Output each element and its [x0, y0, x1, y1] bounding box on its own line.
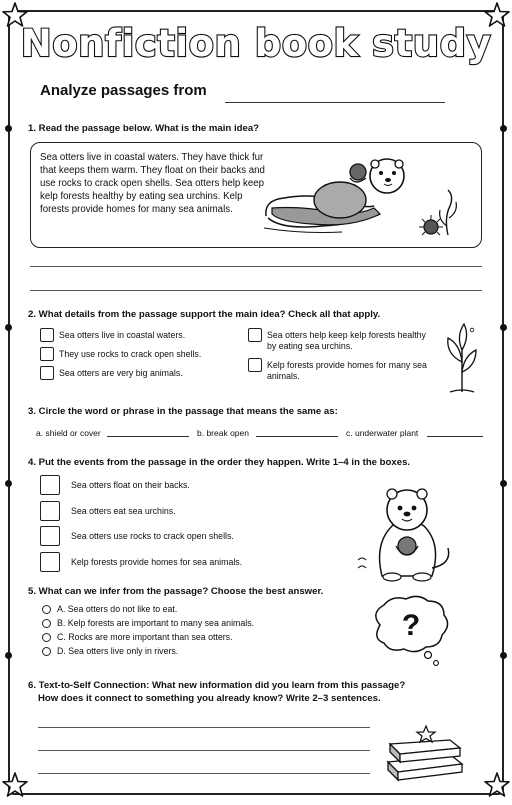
vocab-blank[interactable] [427, 436, 483, 437]
choice-label: D. Sea otters live only in rivers. [57, 646, 179, 656]
event-label: Kelp forests provide homes for sea animals. [71, 557, 243, 567]
answer-line[interactable] [30, 290, 482, 291]
question-3: 3. Circle the word or phrase in the passage that means the same as: [28, 406, 338, 417]
vocab-item: c. underwater plant [346, 428, 419, 438]
star-icon [2, 772, 28, 798]
question-5: 5. What can we infer from the passage? Choose the best answer. [28, 586, 324, 597]
choice-label: A. Sea otters do not like to eat. [57, 604, 178, 614]
question-6-line-2: How does it connect to something you already know? Write 2–3 sentences. [38, 693, 381, 705]
border-dot [5, 480, 12, 487]
question-2: 2. What details from the passage support the main idea? Check all that apply. [28, 309, 381, 320]
otter-sitting-illustration [352, 484, 462, 584]
star-icon [484, 772, 510, 798]
checkbox[interactable] [248, 328, 262, 342]
checkbox[interactable] [40, 366, 54, 380]
order-box[interactable] [40, 526, 60, 546]
border-dot [5, 652, 12, 659]
border-dot [5, 125, 12, 132]
answer-line[interactable] [38, 727, 370, 728]
answer-line[interactable] [38, 773, 370, 774]
checkbox[interactable] [40, 347, 54, 361]
question-6-line-1: 6. Text-to-Self Connection: What new information did you learn from this passage? [28, 680, 406, 691]
answer-line[interactable] [30, 266, 482, 267]
order-box[interactable] [40, 552, 60, 572]
question-6 [28, 679, 405, 706]
event-label: Sea otters eat sea urchins. [71, 506, 176, 516]
border-dot [500, 480, 507, 487]
event-label: Sea otters use rocks to crack open shells. [71, 531, 234, 541]
passage-text: Sea otters live in coastal waters. They have thick fur that keeps them warm. They float on their backs and use rocks to crack open shells. Sea otters help keep kelp forests healthy by eating sea urchins. Kelp forests provide homes for many sea animals. [40, 152, 265, 215]
thought-bubble-icon [366, 593, 456, 671]
radio-button[interactable] [42, 647, 51, 656]
border-dot [500, 324, 507, 331]
event-label: Sea otters float on their backs. [71, 480, 190, 490]
checkbox-label: They use rocks to crack open shells. [59, 349, 202, 359]
otter-floating-illustration [262, 148, 422, 243]
order-box[interactable] [40, 501, 60, 521]
border-dot [500, 125, 507, 132]
checkbox[interactable] [40, 328, 54, 342]
vocab-item: b. break open [197, 428, 249, 438]
question-4: 4. Put the events from the passage in the order they happen. Write 1–4 in the boxes. [28, 457, 411, 468]
checkbox-label: Sea otters help keep kelp forests healthy by eating sea urchins. [267, 330, 426, 352]
radio-button[interactable] [42, 633, 51, 642]
vocab-blank[interactable] [256, 436, 338, 437]
radio-button[interactable] [42, 605, 51, 614]
vocab-item: a. shield or cover [36, 428, 101, 438]
checkbox-label: Sea otters are very big animals. [59, 368, 183, 378]
checkbox[interactable] [248, 358, 262, 372]
book-stack-icon [382, 716, 468, 782]
subtitle: Analyze passages from [40, 82, 207, 99]
plant-icon [442, 322, 482, 394]
choice-label: B. Kelp forests are important to many sea animals. [57, 618, 255, 628]
question-mark: ? [401, 609, 421, 642]
radio-button[interactable] [42, 619, 51, 628]
choice-label: C. Rocks are more important than sea otters. [57, 632, 233, 642]
page-title: Nonfiction book study [20, 22, 492, 65]
border-dot [500, 652, 507, 659]
kelp-icon [436, 188, 462, 236]
checkbox-label: Sea otters live in coastal waters. [59, 330, 186, 340]
question-1: 1. Read the passage below. What is the main idea? [28, 123, 260, 134]
subtitle-blank[interactable] [225, 102, 445, 103]
vocab-blank[interactable] [107, 436, 189, 437]
order-box[interactable] [40, 475, 60, 495]
checkbox-label: Kelp forests provide homes for many sea animals. [267, 360, 427, 382]
border-dot [5, 324, 12, 331]
answer-line[interactable] [38, 750, 370, 751]
